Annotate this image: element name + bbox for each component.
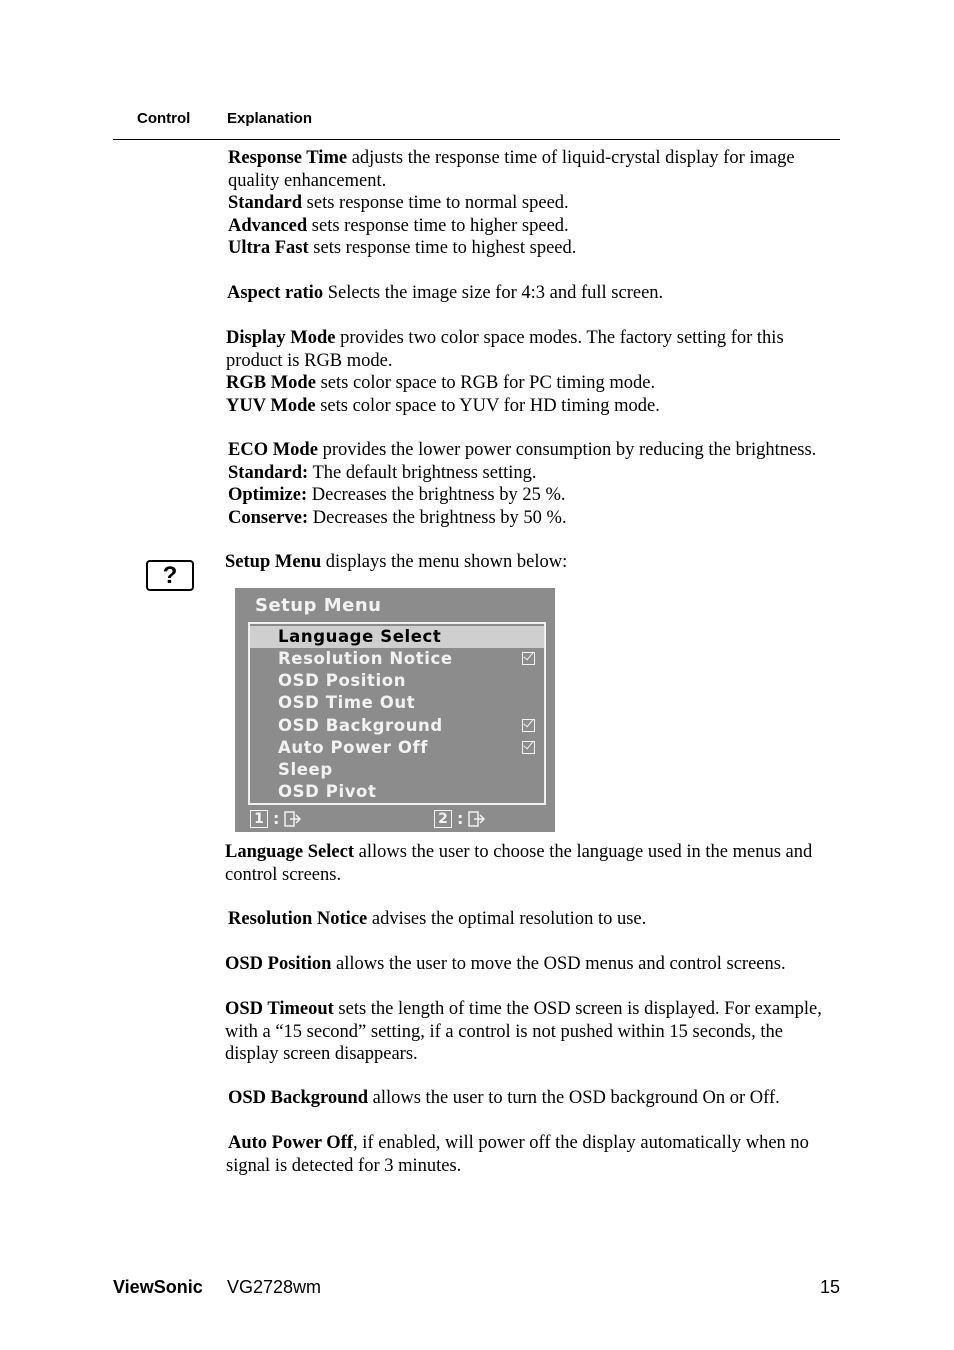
term-optimize: Optimize:	[228, 485, 308, 505]
text: adjusts the response time of liquid-crystal display for image	[347, 148, 795, 168]
term-osd-timeout: OSD Timeout	[225, 999, 334, 1019]
text: quality enhancement.	[228, 170, 387, 191]
footer-model: VG2728wm	[227, 1277, 322, 1297]
text: sets the length of time the OSD screen is displayed. For example,	[333, 999, 822, 1019]
term-yuv-mode: YUV Mode	[226, 395, 316, 416]
key-colon: :	[273, 809, 280, 828]
osd-item-label: OSD Time Out	[278, 693, 416, 712]
term-eco-mode: ECO Mode	[228, 440, 318, 460]
text: , if enabled, will power off the display automatically when no	[353, 1133, 809, 1153]
osd-item-label: OSD Background	[278, 716, 443, 735]
term-rgb-mode: RGB Mode	[226, 373, 316, 393]
term-standard: Standard	[228, 193, 303, 213]
osd-item-osd-background[interactable]	[250, 715, 544, 737]
text: allows the user to move the OSD menus and control screens.	[331, 954, 786, 974]
text: display screen disappears.	[225, 1044, 418, 1064]
osd-item-label: OSD Pivot	[278, 782, 377, 801]
osd-menu-list	[248, 622, 546, 805]
osd-item-auto-power-off[interactable]	[250, 737, 544, 759]
term-ultra-fast: Ultra Fast	[228, 238, 309, 258]
term-display-mode: Display Mode	[226, 328, 336, 348]
osd-item-resolution-notice[interactable]	[250, 648, 544, 670]
text: sets response time to higher speed.	[307, 215, 569, 236]
column-header-control: Control	[137, 110, 191, 127]
text: sets color space to YUV for HD timing mode.	[315, 395, 660, 416]
osd-position-paragraph	[225, 953, 786, 976]
text: product is RGB mode.	[226, 350, 393, 371]
text: allows the user to choose the language used in the menus and	[353, 842, 813, 862]
question-mark-icon: ?	[146, 560, 194, 591]
enter-icon	[468, 811, 486, 827]
osd-item-label: Language Select	[278, 627, 442, 646]
text: Decreases the brightness by 25 %.	[307, 485, 566, 505]
text: sets response time to highest speed.	[308, 238, 577, 258]
page-number: 15	[820, 1277, 841, 1297]
osd-timeout-paragraph	[225, 998, 822, 1066]
osd-item-osd-pivot[interactable]	[250, 781, 544, 803]
term-advanced: Advanced	[228, 215, 308, 236]
text: Selects the image size for 4:3 and full screen.	[323, 283, 664, 303]
text: provides two color space modes. The factory setting for this	[335, 328, 784, 348]
key-2-badge: 2	[434, 810, 452, 828]
term-aspect-ratio: Aspect ratio	[227, 283, 324, 303]
text: with a “15 second” setting, if a control is not pushed within 15 seconds, the	[225, 1021, 783, 1042]
resolution-notice-paragraph	[228, 908, 646, 931]
osd-item-sleep[interactable]	[250, 759, 544, 781]
header-rule	[113, 139, 840, 140]
exit-icon	[284, 811, 302, 827]
text: sets color space to RGB for PC timing mode.	[315, 373, 656, 393]
term-standard: Standard:	[228, 462, 309, 483]
term-response-time: Response Time	[228, 148, 348, 168]
text: signal is detected for 3 minutes.	[226, 1155, 462, 1176]
osd-item-label: Auto Power Off	[278, 738, 429, 757]
column-header-explanation: Explanation	[227, 110, 313, 127]
osd-item-language-select[interactable]	[250, 626, 544, 648]
osd-item-label: Resolution Notice	[278, 649, 453, 668]
footer-brand: ViewSonic	[113, 1277, 203, 1297]
osd-item-label: Sleep	[278, 760, 333, 779]
language-select-paragraph	[225, 841, 812, 886]
text: The default brightness setting.	[308, 462, 537, 483]
eco-mode-paragraph	[228, 439, 816, 529]
osd-item-label: OSD Position	[278, 671, 407, 690]
term-osd-position: OSD Position	[225, 954, 332, 974]
text: Decreases the brightness by 50 %.	[308, 507, 567, 528]
aspect-ratio-paragraph	[227, 282, 663, 305]
term-auto-power-off: Auto Power Off	[228, 1133, 354, 1153]
checkbox-checked-icon	[522, 719, 535, 732]
term-setup-menu: Setup Menu	[225, 552, 322, 572]
osd-background-paragraph	[228, 1087, 780, 1110]
osd-menu-title: Setup Menu	[255, 595, 382, 616]
text: allows the user to turn the OSD background On or Off.	[368, 1088, 780, 1108]
setup-menu-paragraph	[225, 551, 567, 574]
osd-item-osd-time-out[interactable]	[250, 692, 544, 714]
text: provides the lower power consumption by reducing the brightness.	[317, 440, 817, 460]
osd-setup-menu	[235, 588, 555, 832]
term-language-select: Language Select	[225, 842, 354, 862]
checkbox-checked-icon	[522, 741, 535, 754]
display-mode-paragraph	[226, 327, 784, 417]
text: displays the menu shown below:	[321, 552, 568, 572]
auto-power-off-paragraph	[228, 1132, 809, 1177]
osd-item-osd-position[interactable]	[250, 670, 544, 692]
response-time-paragraph	[228, 147, 795, 260]
term-conserve: Conserve:	[228, 507, 309, 528]
term-resolution-notice: Resolution Notice	[228, 909, 368, 929]
key-1-badge: 1	[250, 810, 268, 828]
text: sets response time to normal speed.	[302, 193, 569, 213]
text: advises the optimal resolution to use.	[367, 909, 647, 929]
text: control screens.	[225, 864, 342, 885]
checkbox-checked-icon	[522, 652, 535, 665]
term-osd-background: OSD Background	[228, 1088, 368, 1108]
key-colon: :	[457, 809, 464, 828]
